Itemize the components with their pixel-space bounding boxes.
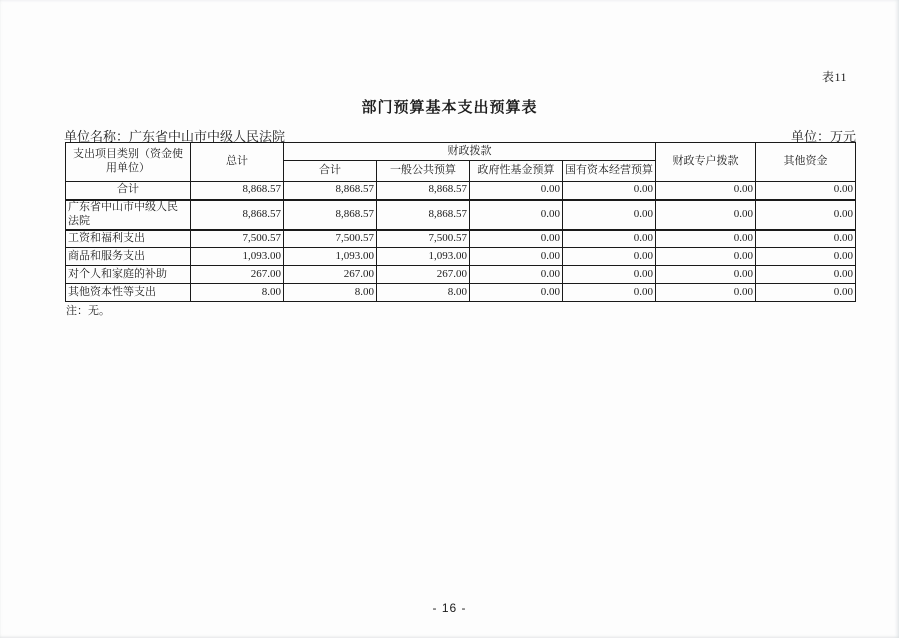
table-tag: 表11 xyxy=(821,70,847,84)
cell-value: 8,868.57 xyxy=(284,182,377,200)
cell-value: 8.00 xyxy=(191,284,284,302)
budget-table xyxy=(65,142,856,302)
header-cell-fiscal-special-account: 财政专户拨款 xyxy=(656,143,756,182)
cell-value: 267.00 xyxy=(377,266,470,284)
cell-value: 8.00 xyxy=(284,284,377,302)
cell-value: 7,500.57 xyxy=(191,230,284,248)
cell-value: 8,868.57 xyxy=(377,200,470,230)
cell-value: 0.00 xyxy=(470,200,563,230)
cell-value: 0.00 xyxy=(656,182,756,200)
cell-value: 0.00 xyxy=(756,248,856,266)
cell-value: 0.00 xyxy=(756,284,856,302)
cell-value: 0.00 xyxy=(563,230,656,248)
table-row xyxy=(66,230,856,248)
cell-value: 0.00 xyxy=(563,266,656,284)
footnote: 注：无。 xyxy=(66,305,110,317)
cell-value: 0.00 xyxy=(656,284,756,302)
header-cell-government-fund-budget: 政府性基金预算 xyxy=(470,161,563,182)
cell-value: 0.00 xyxy=(756,266,856,284)
cell-value: 1,093.00 xyxy=(377,248,470,266)
page-title: 部门预算基本支出预算表 xyxy=(361,100,538,116)
unit-name-label: 单位名称：广东省中山市中级人民法院 xyxy=(64,129,286,144)
cell-value: 267.00 xyxy=(191,266,284,284)
table-body xyxy=(66,182,856,302)
row-label: 广东省中山市中级人民法院 xyxy=(66,200,191,230)
header-cell-general-public-budget: 一般公共预算 xyxy=(377,161,470,182)
header-cell-subtotal: 合计 xyxy=(284,161,377,182)
row-label: 对个人和家庭的补助 xyxy=(66,266,191,284)
cell-value: 0.00 xyxy=(563,284,656,302)
header-cell-category: 支出项目类别（资金使用单位） xyxy=(66,143,191,182)
cell-value: 8,868.57 xyxy=(284,200,377,230)
header-cell-state-capital-budget: 国有资本经营预算 xyxy=(563,161,656,182)
cell-value: 0.00 xyxy=(563,200,656,230)
row-label: 合计 xyxy=(66,182,191,200)
row-label: 工资和福利支出 xyxy=(66,230,191,248)
cell-value: 0.00 xyxy=(563,248,656,266)
cell-value: 8,868.57 xyxy=(191,200,284,230)
cell-value: 0.00 xyxy=(470,248,563,266)
cell-value: 0.00 xyxy=(470,230,563,248)
table-row xyxy=(66,284,856,302)
cell-value: 1,093.00 xyxy=(191,248,284,266)
cell-value: 0.00 xyxy=(563,182,656,200)
page-number: - 16 - xyxy=(432,601,467,615)
cell-value: 0.00 xyxy=(656,230,756,248)
cell-value: 8,868.57 xyxy=(191,182,284,200)
cell-value: 0.00 xyxy=(756,182,856,200)
cell-value: 0.00 xyxy=(756,200,856,230)
table-header xyxy=(66,143,856,182)
unit-of-measure-label: 单位：万元 xyxy=(790,129,856,144)
table-row xyxy=(66,200,856,230)
header-cell-other-funds: 其他资金 xyxy=(756,143,856,182)
cell-value: 7,500.57 xyxy=(377,230,470,248)
cell-value: 0.00 xyxy=(656,200,756,230)
cell-value: 0.00 xyxy=(470,284,563,302)
cell-value: 0.00 xyxy=(656,248,756,266)
cell-value: 0.00 xyxy=(656,266,756,284)
cell-value: 267.00 xyxy=(284,266,377,284)
header-group-fiscal-allocation: 财政拨款 xyxy=(284,143,656,161)
cell-value: 0.00 xyxy=(470,182,563,200)
cell-value: 8,868.57 xyxy=(377,182,470,200)
table-row xyxy=(66,266,856,284)
table-row xyxy=(66,248,856,266)
cell-value: 0.00 xyxy=(470,266,563,284)
header-cell-total: 总计 xyxy=(191,143,284,182)
cell-value: 8.00 xyxy=(377,284,470,302)
row-label: 商品和服务支出 xyxy=(66,248,191,266)
cell-value: 0.00 xyxy=(756,230,856,248)
cell-value: 1,093.00 xyxy=(284,248,377,266)
row-label: 其他资本性等支出 xyxy=(66,284,191,302)
table-row xyxy=(66,182,856,200)
cell-value: 7,500.57 xyxy=(284,230,377,248)
